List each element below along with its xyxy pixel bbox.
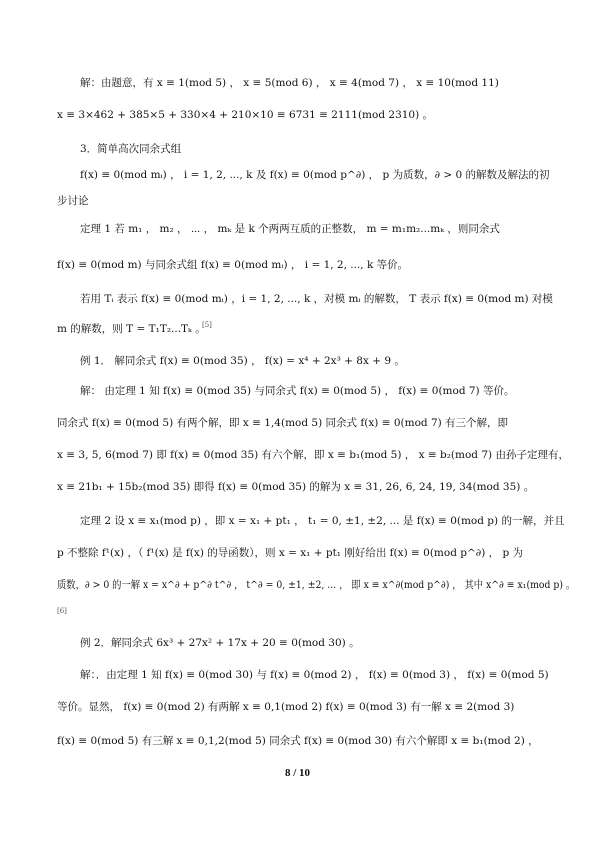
solution-2-line-1: 解：．由定理 1 知 f(x) ≡ 0(mod 30) 与 f(x) ≡ 0(mod 2) ， f(x) ≡ 0(mod 3) ， f(x) ≡ 0(mod 5) xyxy=(80,669,549,681)
solution-line-1: 解： 由定理 1 知 f(x) ≡ 0(mod 35) 与同余式 f(x) ≡ 0(mod 5) ， f(x) ≡ 0(mod 7) 等价。 xyxy=(80,385,515,397)
citation-6: [6] xyxy=(57,607,67,615)
solution-line-4: x ≡ 21b₁ + 15b₂(mod 35) 即得 f(x) ≡ 0(mod 35) 的解为 x ≡ 31, 26, 6, 24, 19, 34(mod 35) 。 xyxy=(57,481,535,493)
section-heading: 3．简单高次同余式组 xyxy=(80,143,182,155)
example-2-title: 例 2．解同余式 6x³ + 27x² + 17x + 20 ≡ 0(mod 30) 。 xyxy=(80,637,360,649)
text-line-1: 解：由题意，有 x ≡ 1(mod 5) ， x ≡ 5(mod 6) ， x ≡ 4(mod 7) ， x ≡ 10(mod 11) xyxy=(80,77,499,89)
example-1-title: 例 1． 解同余式 f(x) ≡ 0(mod 35) ， f(x) = x⁴ + 2x³ + 8x + 9 。 xyxy=(80,355,405,367)
theorem-1-line-2: f(x) ≡ 0(mod m) 与同余式组 f(x) ≡ 0(mod mᵢ) ， i = 1, 2, ..., k 等价。 xyxy=(57,259,409,271)
solution-line-2: 同余式 f(x) ≡ 0(mod 5) 有两个解，即 x ≡ 1,4(mod 5) 同余式 f(x) ≡ 0(mod 7) 有三个解，即 xyxy=(57,417,509,429)
theorem-1-line-1: 定理 1 若 m₁ ， m₂ ， ⋯ ， mₖ 是 k 个两两互质的正整数， m = m₁m₂...mₖ ，则同余式 xyxy=(80,223,500,235)
text-line-4: f(x) ≡ 0(mod mᵢ) ， i = 1, 2, ..., k 及 f(x) ≡ 0(mod p^∂) ， p 为质数，∂ > 0 的解数及解法的初 xyxy=(80,169,550,181)
page-number: 8 / 10 xyxy=(284,767,311,779)
solution-2-line-2: 等价。显然， f(x) ≡ 0(mod 2) 有两解 x ≡ 0,1(mod 2) f(x) ≡ 0(mod 3) 有一解 x ≡ 2(mod 3) xyxy=(57,701,515,713)
citation-5: [5] xyxy=(202,321,212,329)
text-line-2: x ≡ 3×462 + 385×5 + 330×4 + 210×10 ≡ 6731 ≡ 2111(mod 2310) 。 xyxy=(57,109,434,121)
text-line-9: m 的解数，则 T = T₁T₂...Tₖ 。 xyxy=(57,323,206,335)
solution-line-3: x ≡ 3, 5, 6(mod 7) 即 f(x) ≡ 0(mod 35) 有六个解，即 x ≡ b₁(mod 5) ， x ≡ b₂(mod 7) 由孙子定理有， xyxy=(57,449,569,461)
theorem-2-line-2: p 不整除 f¹(x) ，（ f¹(x) 是 f(x) 的导函数），则 x = x₁ + pt₁ 刚好给出 f(x) ≡ 0(mod p^∂) ， p 为 xyxy=(57,547,524,559)
theorem-2-line-1: 定理 2 设 x ≡ x₁(mod p) ，即 x = x₁ + pt₁ ， t₁ = 0, ±1, ±2, ... 是 f(x) ≡ 0(mod p) 的一解，并且 xyxy=(80,515,565,527)
text-line-8: 若用 Tᵢ 表示 f(x) ≡ 0(mod mᵢ) ，i = 1, 2, ..., k ，对模 mᵢ 的解数， T 表示 f(x) ≡ 0(mod m) 对模 xyxy=(80,293,553,305)
text-line-5: 步讨论 xyxy=(57,195,89,207)
theorem-2-line-3: 质数，∂ > 0 的一解 x = x^∂ + p^∂ t^∂ ， t^∂ = 0, ±1, ±2, ... ， 即 x ≡ x^∂(mod p^∂) ， 其中 x^∂ ≡ x₁(mod p) 。 xyxy=(57,579,576,591)
solution-2-line-3: f(x) ≡ 0(mod 5) 有三解 x ≡ 0,1,2(mod 5) 同余式 f(x) ≡ 0(mod 30) 有六个解即 x ≡ b₁(mod 2) ， xyxy=(57,735,539,747)
